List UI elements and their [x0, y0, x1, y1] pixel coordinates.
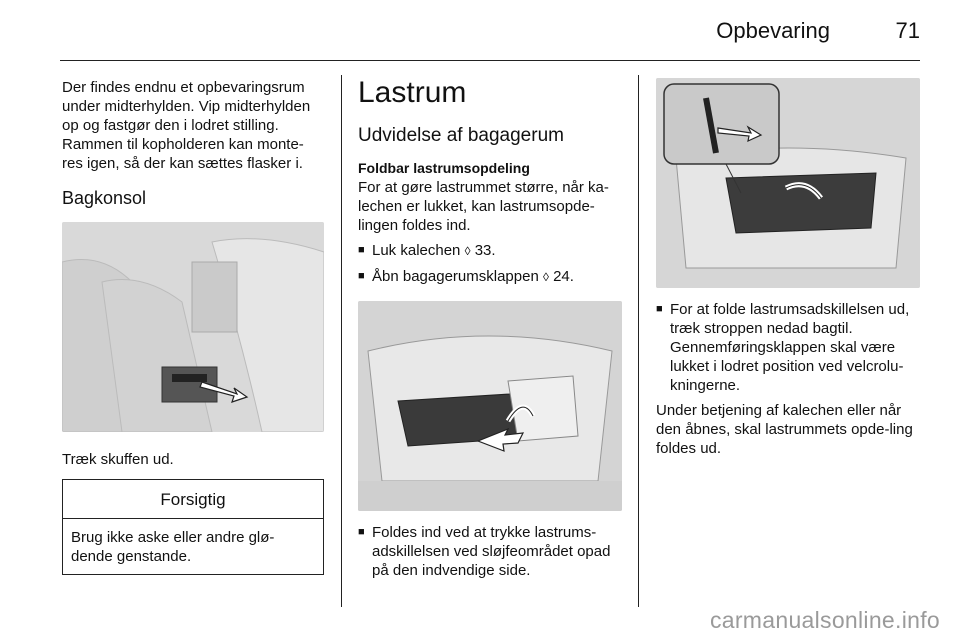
intro-paragraph: Der findes endnu et opbevaringsrum under midterhylden. Vip midterhylden op og fastgør den i lodret stilling. Rammen til kopholderen kan monte-res igen, så der kan sættes flasker i. — [62, 79, 311, 172]
bullet-mark: ■ — [358, 244, 365, 256]
column-2 — [358, 78, 624, 580]
subheading-bagagerum: Udvidelse af bagagerum — [358, 125, 564, 146]
section-heading-lastrum: Lastrum — [358, 76, 467, 109]
bullet-text: For at folde lastrumsadskillelsen ud, træk stroppen nedad bagtil. Gennemføringsklappen skal være lukket i lodret position ved velcrolu-kningerne. — [670, 301, 910, 394]
bullet-item — [358, 241, 624, 261]
body-paragraph: For at gøre lastrummet større, når ka-lechen er lukket, kan lastrumsopde-lingen foldes ind. — [358, 179, 609, 234]
bullet-mark: ■ — [656, 303, 663, 315]
bullet-item — [656, 300, 922, 395]
column-divider-2 — [638, 75, 639, 607]
figure-caption: Træk skuffen ud. — [62, 451, 174, 468]
bullet-text: Luk kalechen — [372, 242, 461, 259]
page-ref-icon: ◊ — [542, 270, 549, 284]
section-heading-bagkonsol: Bagkonsol — [62, 188, 147, 208]
column-divider-1 — [341, 75, 342, 607]
caution-text: Brug ikke aske eller andre glø-dende genstande. — [71, 529, 275, 565]
bullet-text: Foldes ind ved at trykke lastrums-adskillelsen ved sløjfeområdet opad på den indvendige side. — [372, 524, 611, 579]
caution-title: Forsigtig — [63, 480, 323, 519]
page-header-title: Opbevaring — [716, 18, 830, 43]
header-rule — [60, 60, 920, 61]
partition-unfold-illustration — [656, 78, 920, 288]
column-3 — [656, 78, 922, 458]
page-ref-link[interactable]: 33. — [474, 242, 496, 259]
column-1 — [62, 78, 324, 575]
bold-label: Foldbar lastrumsopdeling — [358, 160, 530, 176]
trunk-partition-illustration — [358, 301, 622, 511]
bullet-text: Åbn bagagerumsklappen — [372, 268, 539, 285]
body-paragraph: Under betjening af kalechen eller når den åbnes, skal lastrummets opde-ling foldes ud. — [656, 402, 913, 457]
bullet-mark: ■ — [358, 270, 365, 282]
watermark: carmanualsonline.info — [709, 607, 940, 633]
page-number: 71 — [895, 18, 920, 43]
page-ref-icon: ◊ — [464, 244, 471, 258]
bullet-item — [358, 267, 624, 287]
caution-box — [62, 479, 324, 575]
rear-console-illustration — [62, 222, 324, 432]
bullet-item — [358, 523, 624, 580]
bullet-mark: ■ — [358, 526, 365, 538]
page-ref-link[interactable]: 24. — [553, 268, 574, 285]
